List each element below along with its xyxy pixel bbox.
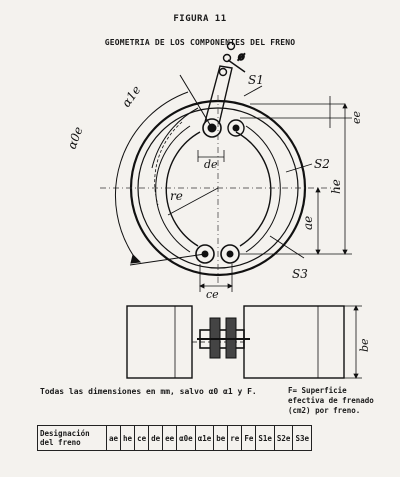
table-cell: S3e (293, 426, 312, 451)
dimensions-table (37, 425, 312, 451)
figure-title: GEOMETRIA DE LOS COMPONENTES DEL FRENO (104, 38, 296, 47)
ee-label: ee (350, 110, 363, 124)
table-cell: α1e (195, 426, 214, 451)
table-cell: ee (163, 426, 177, 451)
top-pins (203, 119, 244, 137)
ae-label: ae (301, 215, 315, 230)
he-label: he (329, 179, 343, 194)
s3-label: S3 (292, 267, 308, 281)
alpha-1e-label: α1e (118, 82, 144, 110)
s1-label: S1 (248, 73, 264, 87)
ce-label: ce (206, 288, 219, 301)
side-view (127, 306, 344, 378)
table-cell: ce (135, 426, 149, 451)
de-label: de (204, 158, 218, 171)
be-label: be (358, 338, 371, 352)
table-cell: ae (107, 426, 121, 451)
actuating-lever (205, 43, 245, 125)
table-cell: be (214, 426, 228, 451)
table-cell: α0e (177, 426, 196, 451)
table-cell: de (149, 426, 163, 451)
re-label: re (170, 189, 183, 203)
table-header-row (38, 426, 312, 451)
table-cell: S2e (274, 426, 293, 451)
table-cell: re (228, 426, 242, 451)
alpha-0e-label: α0e (64, 124, 86, 152)
brake-shoes (155, 122, 281, 252)
figure-number: FIGURA 11 (173, 14, 227, 24)
s2-label: S2 (314, 157, 330, 171)
table-cell: S1e (256, 426, 275, 451)
table-cell: Designación del freno (38, 426, 107, 451)
table-cell: he (121, 426, 135, 451)
svg-text:ø: ø (238, 50, 245, 63)
table-cell: Fe (242, 426, 256, 451)
surface-note: F= Superficie efectiva de frenado (cm2) por freno. (288, 386, 374, 415)
dimensions-note: Todas las dimensiones en mm, salvo α0 α1 y F. (40, 387, 257, 396)
